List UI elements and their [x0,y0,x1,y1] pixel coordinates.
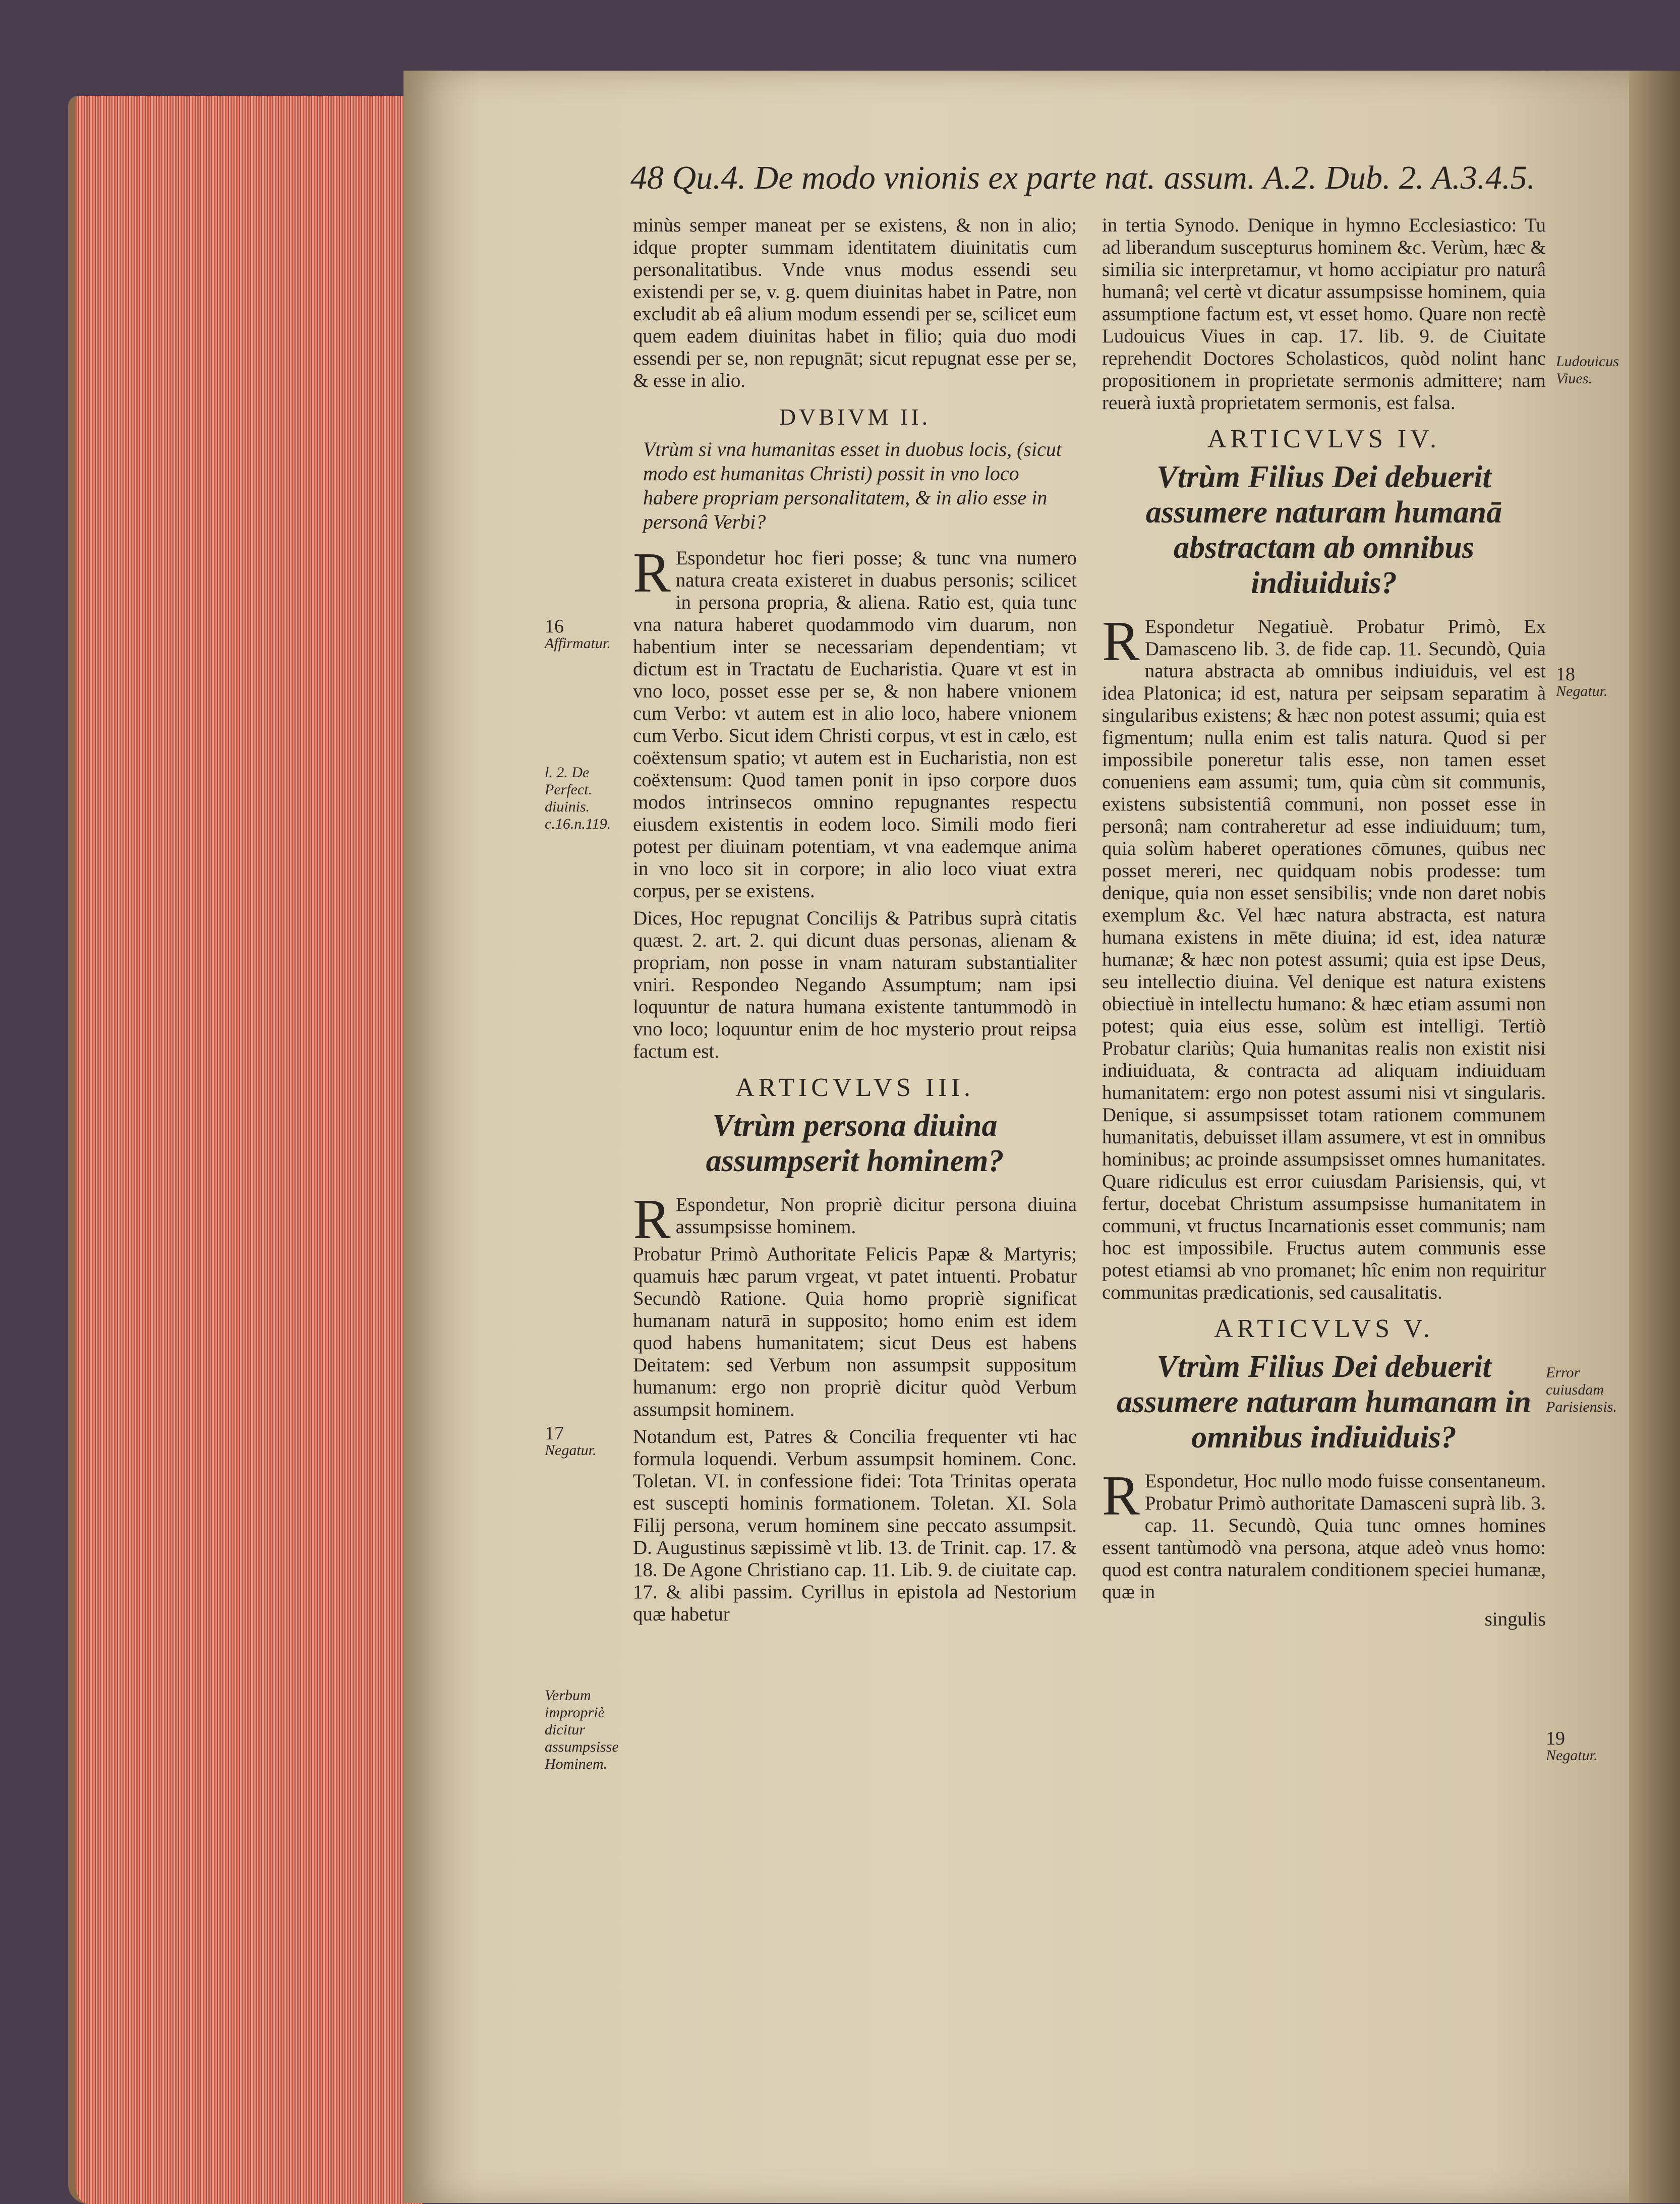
margin-note-ludouicus: Ludouicus Viues. [1556,353,1619,387]
margin-note-19: 19 Negatur. [1546,1730,1621,1764]
drop-cap: R [633,542,671,604]
margin-reference: l. 2. De Perfect. diuinis. c.16.n.119. [545,764,611,832]
running-head-text: Qu.4. De modo vnionis ex parte nat. assum. A.2. Dub. 2. A.3.4.5. [672,159,1536,196]
margin-number: 16 [545,616,564,637]
margin-note-17: 17 Negatur. [545,1425,620,1459]
paragraph: Notandum est, Patres & Concilia frequenter vti hac formula loquendi. Verbum assumpsit hominem. Conc. Toletan. VI. in confessione fidei: Tota Trinitas operata est suscepti hominis formationem. Toletan. XI. Sola Filij persona, verum hominem sine peccato assumpsit. D. Augustinus sæpissimè vt lib. 13. de Trinit. cap. 17. & 18. De Agone Christiano cap. 11. Lib. 9. de ciuitate cap. 17. & alibi passim. Cyrillus in epistola ad Nestorium quæ habetur [633,1426,1077,1625]
running-head [630,159,1563,214]
drop-cap: R [1102,610,1140,673]
section-heading: ARTICVLVS III. [735,1073,974,1102]
page-edges [68,96,423,2204]
article-title: Vtrùm Filius Dei debuerit assumere naturam humanam in omnibus indiuiduis? [1117,1350,1531,1455]
catchword: singulis [1484,1608,1546,1630]
drop-cap: R [633,1188,671,1251]
page-number: 48 [630,159,664,196]
paragraph: R Espondetur, Hoc nullo modo fuisse consentaneum. Probatur Primò authoritate Damasceni suprà lib. 3. cap. 11. Secundò, Quia tunc omnes homines essent tantùmodò vna persona, atque adeò vnus homo: quod est contra naturalem conditionem speciei humanæ, quæ in [1102,1465,1546,1603]
margin-note-18: 18 Negatur. [1556,666,1621,700]
paragraph: minùs semper maneat per se existens, & non in alio; idque propter summam identitatem diuinitatis cum personalitatibus. Vnde vnus modus essendi seu existendi per se, v. g. quem diuinitas habet in Patre, non excludit ab eâ alium modum essendi per se, scilicet eum quem eadem diuinitas habet in filio; quia duo modi essendi per se, non repugnāt; sicut repugnat esse per se, & esse in alio. [633,214,1077,391]
section-heading: ARTICVLVS V. [1214,1314,1434,1343]
paragraph: R Espondetur, Non propriè dicitur persona diuina assumpsisse hominem. [633,1188,1077,1251]
paragraph: in tertia Synodo. Denique in hymno Ecclesiastico: Tu ad liberandum suscepturus hominem &c. Verùm, hæc & similia sic interpretamur, vt homo accipiatur pro naturâ humanâ; vel certè vt dicatur assumpsisse hominem, quia assumptione factum est, vt esset homo. Quare non rectè Ludouicus Viues in cap. 17. lib. 9. de Ciuitate reprehendit Doctores Scholasticos, quòd nolint hanc propositionem in proprietate sermonis admittere; nam reuerà iuxtà proprietatem sermonis, est falsa. [1102,214,1546,414]
margin-note-error: Error cuiusdam Parisiensis. [1546,1364,1617,1415]
margin-number: 18 [1556,664,1575,685]
paragraph: R Espondetur Negatiuè. Probatur Primò, Ex Damasceno lib. 3. de fide cap. 11. Secundò, Quia natura abstracta ab omnibus indiuiduis, vel est idea Platonica; id est, natura per seipsam separatim à singularibus existens; & hæc non potest assumi; quia est figmentum; nulla enim est talis natura. Quod si per impossibile poneretur talis esse, non tamen esset conueniens eam assumi; tum, quia cùm sit communis, existens subsistentiâ communi, non posset esse in personâ; nam contraheretur ad esse indiuiduum; tum, quia solùm haberet operationes cōmunes, quibus nec posset mereri, nec quidquam nobis prodesse: tum denique, quia non esset sensibilis; vnde non daret nobis exemplum &c. Vel hæc natura abstracta, est natura humana existens in mēte diuina; id est, idea naturæ humanæ; & hæc non potest assumi; quia est ipse Deus, seu intellectio diuina. Vel denique est natura existens obiectiuè in intellectu humano: & hæc etiam assumi non potest; quia eius esse, solùm est intelligi. Tertiò Probatur clariùs; Quia humanitas realis non existit nisi indiuiduata, & contracta ad aliquam indiuiduam humanitatem: ergo non potest assumi nisi vt singularis. Denique, si assumpsisset totam rationem communem humanitatis, debuisset illam assumere, vt est in omnibus hominibus; ac proinde assumpsisset omnes humanitates. Quare ridiculus est error cuiusdam Parisiensis, qui, vt fertur, docebat Christum assumpsisse humanitatem in communi, vt fructus Incarnationis esset communis; nam hoc est impossibile. Fructus autem communis esse potest etiamsi ab vno promanet; hîc enim non requiritur communitas prædicationis, sed causalitatis. [1102,610,1546,1303]
article-title: Vtrùm persona diuina assumpserit hominem? [706,1109,1004,1178]
section-heading: DVBIVM II. [779,404,931,430]
paragraph: Probatur Primò Authoritate Felicis Papæ & Martyris; quamuis hæc parum vrgeat, vt patet intuenti. Probatur Secundò Ratione. Quia homo propriè significat humanam naturā in supposito; homo enim est idem quod habens humanitatem; sicut Deus est habens Deitatem: sed Verbum non assumpsit suppositum humanum: ergo non propriè dicitur quòd Verbum assumpsit hominem. [633,1243,1077,1420]
margin-note-verbum: Verbum impropriè dicitur assumpsisse Hominem. [545,1687,619,1772]
question-text: Vtrùm si vna humanitas esset in duobus locis, (sicut modo est humanitas Christi) possit in vno loco habere propriam personalitatem, & in alio esse in personâ Verbi? [643,438,1062,533]
article-title: Vtrùm Filius Dei debuerit assumere naturam humanā abstractam ab omnibus indiuiduis? [1145,460,1502,600]
book-gutter [1629,71,1680,2203]
section-heading: ARTICVLVS IV. [1207,425,1441,453]
drop-cap: R [1102,1465,1140,1527]
margin-number: 19 [1546,1728,1565,1749]
paragraph: R Espondetur hoc fieri posse; & tunc vna numero natura creata existeret in duabus personis; scilicet in persona propria, & aliena. Ratio est, quia tunc vna natura haberet quodammodo vim duarum, non habentium inter se necessariam dependentiam; vt dictum est in Tractatu de Eucharistia. Quare vt est in vno loco, posset esse per se, & non habere vnionem cum Verbo: vt autem est in alio loco, habere vnionem cum Verbo. Sicut idem Christi corpus, vt est in cælo, est coëxtensum spatio; vt autem est in Eucharistia, non est coëxtensum: Quod tamen ponit in ipso corpore duos modos intrinsecos omnino repugnantes respectu eiusdem existentis in eodem loco. Simili modo fieri potest per diuinam potentiam, vt vna eademque anima in vno loco sit in corpore; in alio loco viuat extra corpus, per se existens. [633,542,1077,902]
right-column [1102,214,1546,1631]
left-column [633,214,1077,1631]
paragraph: Dices, Hoc repugnat Concilijs & Patribus suprà citatis quæst. 2. art. 2. qui dicunt duas personas, alienam & propriam, non posse in vnam naturam substantialiter vniri. Respondeo Negando Assumptum; nam ipsi loquuntur de natura humana existente tantummodò in vno loco; loquuntur enim de hoc mysterio prout reipsa factum est. [633,907,1077,1062]
margin-note-16: 16 Affirmatur. [545,618,620,652]
margin-number: 17 [545,1423,564,1444]
